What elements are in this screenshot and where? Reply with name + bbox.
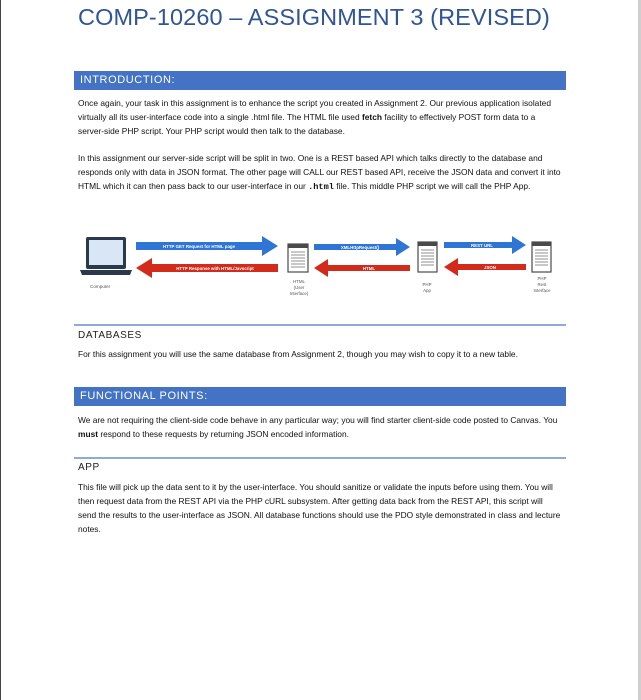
functional-points-paragraph — [78, 413, 562, 441]
functional-points-heading: FUNCTIONAL POINTS: — [80, 390, 208, 402]
introduction-paragraph-1 — [78, 96, 562, 138]
http-response-label: HTTP Response with HTML/Javscript — [176, 266, 254, 271]
html-label-line-1: HTML — [293, 279, 305, 284]
http-request-label: HTTP GET Request for HTML page — [162, 244, 236, 249]
databases-rule — [74, 324, 566, 326]
rest-url-arrow — [444, 236, 526, 254]
computer-label: Computer — [90, 284, 111, 289]
intro-p2-text-a: In this assignment our server-side script will be split in two. One is a REST based API which talks directly to the database and responds only with data in JSON format. The other page will CALL our REST based API, receive the JSON data and convert it into HTML which it can then pass back to our user-interface in our — [78, 153, 561, 191]
php-rest-document-icon — [532, 242, 551, 272]
json-return-label: JSON — [484, 265, 496, 270]
html-label-line-3: Interface) — [289, 291, 309, 296]
introduction-paragraph-2 — [78, 151, 562, 194]
html-label-line-2: (User — [293, 285, 305, 290]
html-return-label: HTML — [362, 266, 376, 271]
xmlhttprequest-label: XMLHttpRequest() — [340, 245, 380, 250]
php-rest-label-line-1: PHP — [537, 276, 547, 281]
databases-paragraph: For this assignment you will use the same database from Assignment 2, though you may wish to copy it to a new table. — [78, 349, 518, 359]
architecture-diagram — [74, 233, 566, 305]
php-app-label-line-1: PHP — [422, 282, 432, 287]
php-app-document-icon — [418, 242, 437, 272]
html-document-icon — [288, 244, 308, 272]
intro-p2-text-b: file. This middle PHP script we will call the PHP App. — [333, 181, 531, 191]
functional-text-a: We are not requiring the client-side code behave in any particular way; you will find starter client-side code posted to Canvas. You — [78, 415, 558, 425]
xmlhttprequest-arrow — [314, 238, 410, 256]
rest-url-label: REST URL — [471, 243, 493, 248]
app-heading: APP — [78, 462, 100, 473]
http-response-arrow — [136, 258, 278, 278]
introduction-heading: INTRODUCTION: — [80, 74, 176, 86]
intro-p2-code: .html — [308, 182, 334, 192]
php-rest-label-line-2: Rest — [537, 282, 547, 287]
app-rule — [74, 457, 566, 459]
app-paragraph: This file will pick up the data sent to it by the user-interface. You should sanitize or validate the inputs before using them. You will then request data from the REST API via the PHP cURL subsystem. After getting data back from the REST API, this script will send the results to the user-interface as JSON. All database functions should use the PDO style demonstrated in class and lecture notes. — [78, 482, 561, 534]
json-return-arrow — [444, 258, 526, 276]
intro-p1-text-a: Once again, your task in this assignment is to enhance the script you created in Assignment 2. Our previous application isolated virtually all its user-interface code into a single .html file. The HTML file used — [78, 98, 551, 122]
functional-points-heading-bar — [74, 387, 566, 406]
databases-heading: DATABASES — [78, 330, 142, 341]
page-left-edge — [0, 0, 1, 700]
intro-p1-text-b: facility to effectively POST form data to a server-side PHP script. Your PHP script would then talk to the database. — [78, 112, 536, 136]
html-return-arrow — [314, 259, 410, 277]
http-request-arrow — [136, 236, 278, 256]
functional-text-b: respond to these requests by returning JSON encoded information. — [98, 429, 349, 439]
php-rest-label-line-3: Interface — [533, 288, 551, 293]
computer-icon — [80, 237, 132, 275]
intro-p1-bold: fetch — [361, 112, 382, 122]
functional-bold: must — [78, 429, 99, 439]
php-app-label-line-2: App — [423, 288, 431, 293]
document-title: COMP-10260 – ASSIGNMENT 3 (REVISED) — [78, 4, 550, 30]
introduction-heading-bar — [74, 71, 566, 90]
